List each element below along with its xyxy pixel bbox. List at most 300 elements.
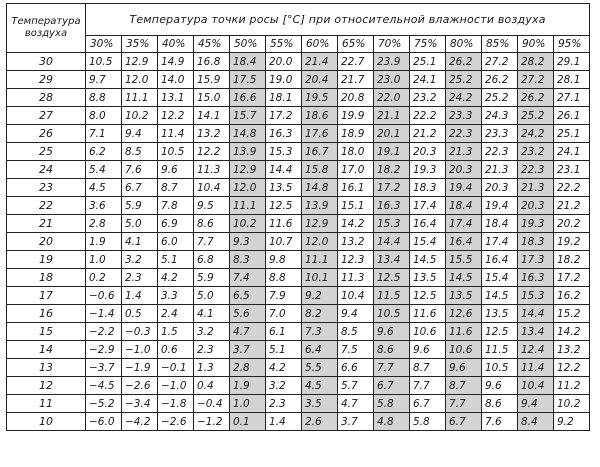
dew-point-cell: 13.2 [338, 233, 374, 251]
dew-point-cell: 17.5 [230, 71, 266, 89]
dew-point-header: Температура точки росы [°С] при относительной влажности воздуха [86, 4, 590, 36]
dew-point-cell: 10.4 [194, 179, 230, 197]
dew-point-cell: 5.1 [158, 251, 194, 269]
dew-point-cell: 9.7 [86, 71, 122, 89]
dew-point-cell: 16.7 [302, 143, 338, 161]
dew-point-table-container [6, 3, 590, 431]
dew-point-cell: 24.1 [554, 143, 590, 161]
dew-point-cell: −0.4 [194, 395, 230, 413]
dew-point-cell: 25.2 [482, 89, 518, 107]
dew-point-cell: 17.4 [410, 197, 446, 215]
dew-point-cell: 18.4 [446, 197, 482, 215]
air-temperature-cell: 30 [7, 53, 86, 71]
dew-point-cell: 17.6 [302, 125, 338, 143]
table-row [7, 161, 590, 179]
dew-point-cell: 19.3 [518, 215, 554, 233]
dew-point-cell: 15.8 [302, 161, 338, 179]
dew-point-cell: 20.3 [410, 143, 446, 161]
air-temperature-cell: 27 [7, 107, 86, 125]
dew-point-cell: −5.2 [86, 395, 122, 413]
dew-point-cell: 12.2 [158, 107, 194, 125]
humidity-level-header: 70% [374, 36, 410, 53]
dew-point-cell: 14.4 [266, 161, 302, 179]
dew-point-cell: 15.7 [230, 107, 266, 125]
air-temperature-cell: 26 [7, 125, 86, 143]
air-temperature-cell: 13 [7, 359, 86, 377]
dew-point-cell: 10.6 [446, 341, 482, 359]
dew-point-cell: 18.4 [230, 53, 266, 71]
dew-point-cell: 18.6 [302, 107, 338, 125]
dew-point-cell: 3.5 [302, 395, 338, 413]
dew-point-cell: 14.5 [410, 251, 446, 269]
dew-point-cell: 20.4 [302, 71, 338, 89]
dew-point-cell: 7.6 [482, 413, 518, 431]
dew-point-cell: 11.5 [374, 287, 410, 305]
humidity-level-header: 55% [266, 36, 302, 53]
dew-point-cell: 19.3 [410, 161, 446, 179]
dew-point-cell: 18.1 [266, 89, 302, 107]
dew-point-cell: 3.6 [86, 197, 122, 215]
dew-point-cell: 3.2 [266, 377, 302, 395]
dew-point-cell: 12.5 [266, 197, 302, 215]
dew-point-cell: 28.1 [554, 71, 590, 89]
dew-point-cell: 0.5 [122, 305, 158, 323]
dew-point-cell: 23.2 [518, 143, 554, 161]
dew-point-cell: 20.0 [266, 53, 302, 71]
dew-point-cell: 5.5 [302, 359, 338, 377]
dew-point-cell: 12.6 [446, 305, 482, 323]
dew-point-cell: 14.8 [230, 125, 266, 143]
dew-point-cell: 16.8 [194, 53, 230, 71]
dew-point-cell: 14.9 [158, 53, 194, 71]
dew-point-cell: 26.1 [554, 107, 590, 125]
dew-point-cell: 2.8 [86, 215, 122, 233]
humidity-level-header: 30% [86, 36, 122, 53]
humidity-level-header: 60% [302, 36, 338, 53]
dew-point-cell: 7.3 [302, 323, 338, 341]
dew-point-cell: 16.3 [518, 269, 554, 287]
dew-point-cell: 9.2 [554, 413, 590, 431]
dew-point-cell: 1.4 [266, 413, 302, 431]
table-row [7, 323, 590, 341]
air-temperature-cell: 28 [7, 89, 86, 107]
dew-point-cell: 7.8 [158, 197, 194, 215]
table-row [7, 305, 590, 323]
dew-point-cell: 12.3 [338, 251, 374, 269]
dew-point-cell: −4.2 [122, 413, 158, 431]
dew-point-cell: 14.5 [446, 269, 482, 287]
dew-point-cell: 13.4 [518, 323, 554, 341]
dew-point-cell: 22.7 [338, 53, 374, 71]
dew-point-cell: 4.7 [338, 395, 374, 413]
dew-point-cell: 9.6 [410, 341, 446, 359]
dew-point-cell: 16.6 [230, 89, 266, 107]
dew-point-cell: 9.4 [122, 125, 158, 143]
dew-point-cell: 16.4 [410, 215, 446, 233]
dew-point-cell: 9.4 [518, 395, 554, 413]
dew-point-cell: 9.6 [158, 161, 194, 179]
dew-point-cell: 3.7 [230, 341, 266, 359]
dew-point-cell: 18.3 [410, 179, 446, 197]
dew-point-cell: 14.8 [302, 179, 338, 197]
dew-point-cell: 20.2 [554, 215, 590, 233]
dew-point-cell: 5.8 [410, 413, 446, 431]
dew-point-cell: 1.0 [86, 251, 122, 269]
humidity-header-row [7, 36, 590, 53]
dew-point-cell: 22.3 [446, 125, 482, 143]
dew-point-cell: 2.3 [266, 395, 302, 413]
table-row [7, 395, 590, 413]
table-row [7, 107, 590, 125]
dew-point-cell: 11.3 [194, 161, 230, 179]
dew-point-cell: 22.0 [374, 89, 410, 107]
dew-point-cell: 16.4 [446, 233, 482, 251]
dew-point-cell: 2.3 [194, 341, 230, 359]
dew-point-cell: 13.5 [410, 269, 446, 287]
dew-point-cell: 24.2 [446, 89, 482, 107]
dew-point-cell: 14.0 [158, 71, 194, 89]
dew-point-cell: 22.3 [482, 143, 518, 161]
dew-point-cell: 21.2 [410, 125, 446, 143]
table-row [7, 251, 590, 269]
dew-point-cell: −3.4 [122, 395, 158, 413]
humidity-level-header: 50% [230, 36, 266, 53]
air-temperature-cell: 19 [7, 251, 86, 269]
dew-point-cell: 20.3 [446, 161, 482, 179]
dew-point-cell: 14.2 [338, 215, 374, 233]
dew-point-cell: 23.3 [482, 125, 518, 143]
dew-point-cell: 14.5 [482, 287, 518, 305]
dew-point-cell: 7.7 [194, 233, 230, 251]
dew-point-cell: 27.2 [482, 53, 518, 71]
dew-point-cell: 12.0 [302, 233, 338, 251]
dew-point-cell: 6.7 [410, 395, 446, 413]
dew-point-cell: −1.2 [194, 413, 230, 431]
dew-point-cell: 4.5 [302, 377, 338, 395]
dew-point-cell: 5.9 [194, 269, 230, 287]
dew-table-body [7, 53, 590, 431]
air-temperature-cell: 18 [7, 269, 86, 287]
dew-point-cell: 0.2 [86, 269, 122, 287]
dew-point-cell: 9.4 [338, 305, 374, 323]
dew-point-cell: 8.8 [266, 269, 302, 287]
dew-point-cell: 15.0 [194, 89, 230, 107]
dew-point-cell: 9.6 [482, 377, 518, 395]
dew-point-cell: 9.6 [446, 359, 482, 377]
dew-point-cell: 17.3 [518, 251, 554, 269]
dew-point-cell: 18.2 [374, 161, 410, 179]
dew-point-cell: 1.9 [86, 233, 122, 251]
dew-point-cell: 11.1 [302, 251, 338, 269]
dew-point-cell: 1.4 [122, 287, 158, 305]
table-row [7, 197, 590, 215]
humidity-level-header: 40% [158, 36, 194, 53]
dew-point-cell: 8.6 [194, 215, 230, 233]
air-temperature-cell: 24 [7, 161, 86, 179]
dew-point-cell: 7.7 [374, 359, 410, 377]
dew-point-cell: 8.4 [518, 413, 554, 431]
air-temperature-cell: 12 [7, 377, 86, 395]
dew-point-cell: 6.0 [158, 233, 194, 251]
dew-point-cell: 12.5 [410, 287, 446, 305]
dew-point-cell: 13.5 [446, 287, 482, 305]
dew-point-cell: 16.1 [338, 179, 374, 197]
dew-point-cell: 29.1 [554, 53, 590, 71]
dew-point-cell: 11.6 [410, 305, 446, 323]
table-row [7, 359, 590, 377]
dew-point-cell: 10.7 [266, 233, 302, 251]
dew-point-cell: 8.5 [338, 323, 374, 341]
dew-point-cell: 12.2 [194, 143, 230, 161]
dew-point-cell: 25.2 [518, 107, 554, 125]
dew-point-cell: 11.1 [122, 89, 158, 107]
table-row [7, 89, 590, 107]
dew-point-cell: 3.2 [194, 323, 230, 341]
dew-point-cell: 10.6 [410, 323, 446, 341]
dew-point-cell: 12.9 [302, 215, 338, 233]
dew-point-cell: 12.5 [482, 323, 518, 341]
dew-point-cell: 2.6 [302, 413, 338, 431]
dew-point-cell: 22.2 [410, 107, 446, 125]
dew-point-cell: 15.3 [266, 143, 302, 161]
dew-point-cell: 13.2 [554, 341, 590, 359]
dew-point-cell: 11.4 [158, 125, 194, 143]
dew-point-cell: 8.2 [302, 305, 338, 323]
dew-point-cell: −0.6 [86, 287, 122, 305]
dew-point-cell: 7.7 [446, 395, 482, 413]
air-temperature-cell: 10 [7, 413, 86, 431]
dew-point-cell: 5.4 [86, 161, 122, 179]
dew-point-cell: 13.9 [230, 143, 266, 161]
dew-point-cell: 22.3 [518, 161, 554, 179]
dew-point-cell: 5.0 [122, 215, 158, 233]
dew-point-cell: 16.4 [482, 251, 518, 269]
dew-point-cell: 22.2 [554, 179, 590, 197]
dew-point-cell: −6.0 [86, 413, 122, 431]
air-temperature-cell: 20 [7, 233, 86, 251]
dew-point-cell: 11.1 [230, 197, 266, 215]
dew-point-cell: 23.1 [554, 161, 590, 179]
dew-point-cell: 26.2 [446, 53, 482, 71]
dew-point-cell: 19.0 [266, 71, 302, 89]
dew-point-cell: 23.3 [446, 107, 482, 125]
dew-point-cell: 4.1 [122, 233, 158, 251]
dew-point-cell: 16.2 [554, 287, 590, 305]
dew-point-cell: 13.5 [482, 305, 518, 323]
dew-point-cell: −0.1 [158, 359, 194, 377]
dew-point-cell: −2.2 [86, 323, 122, 341]
dew-point-cell: 6.7 [446, 413, 482, 431]
dew-point-cell: 17.2 [374, 179, 410, 197]
dew-point-cell: 9.6 [374, 323, 410, 341]
dew-point-cell: 24.3 [482, 107, 518, 125]
dew-point-cell: 10.5 [86, 53, 122, 71]
dew-point-cell: 10.2 [554, 395, 590, 413]
dew-point-cell: −3.7 [86, 359, 122, 377]
dew-point-cell: 19.4 [446, 179, 482, 197]
dew-point-cell: 12.9 [122, 53, 158, 71]
dew-point-cell: 15.5 [446, 251, 482, 269]
dew-point-cell: 4.5 [86, 179, 122, 197]
air-temperature-cell: 25 [7, 143, 86, 161]
dew-point-cell: 19.4 [482, 197, 518, 215]
dew-point-cell: 2.4 [158, 305, 194, 323]
dew-point-cell: 15.3 [374, 215, 410, 233]
dew-point-cell: −2.6 [158, 413, 194, 431]
air-temperature-cell: 15 [7, 323, 86, 341]
dew-point-cell: 15.3 [518, 287, 554, 305]
air-temperature-cell: 17 [7, 287, 86, 305]
dew-point-cell: 18.9 [338, 125, 374, 143]
table-row [7, 413, 590, 431]
humidity-level-header: 65% [338, 36, 374, 53]
dew-point-cell: 12.5 [374, 269, 410, 287]
dew-point-cell: 15.1 [338, 197, 374, 215]
dew-point-cell: 10.4 [518, 377, 554, 395]
air-temperature-cell: 21 [7, 215, 86, 233]
table-row [7, 233, 590, 251]
dew-point-cell: 19.1 [374, 143, 410, 161]
dew-point-cell: 26.2 [482, 71, 518, 89]
dew-point-cell: 13.2 [194, 125, 230, 143]
dew-point-cell: 12.0 [230, 179, 266, 197]
dew-point-cell: 6.4 [302, 341, 338, 359]
dew-point-cell: 2.3 [122, 269, 158, 287]
dew-point-cell: 21.3 [446, 143, 482, 161]
dew-point-cell: 8.6 [374, 341, 410, 359]
air-temperature-cell: 23 [7, 179, 86, 197]
dew-point-cell: 25.2 [446, 71, 482, 89]
dew-point-cell: 14.4 [374, 233, 410, 251]
table-row [7, 143, 590, 161]
dew-point-cell: 8.6 [482, 395, 518, 413]
dew-point-cell: −4.5 [86, 377, 122, 395]
dew-point-cell: 14.1 [194, 107, 230, 125]
table-row [7, 215, 590, 233]
dew-point-cell: 7.7 [410, 377, 446, 395]
dew-point-cell: 12.2 [554, 359, 590, 377]
dew-point-cell: 7.9 [266, 287, 302, 305]
humidity-level-header: 80% [446, 36, 482, 53]
dew-point-cell: 19.5 [302, 89, 338, 107]
dew-point-cell: 17.2 [554, 269, 590, 287]
humidity-level-header: 90% [518, 36, 554, 53]
dew-point-cell: 6.9 [158, 215, 194, 233]
dew-point-cell: 5.6 [230, 305, 266, 323]
air-temperature-cell: 22 [7, 197, 86, 215]
dew-point-cell: 3.2 [122, 251, 158, 269]
dew-point-cell: 11.4 [518, 359, 554, 377]
dew-point-cell: 8.7 [410, 359, 446, 377]
table-row [7, 341, 590, 359]
dew-point-cell: 18.3 [518, 233, 554, 251]
dew-point-cell: 13.9 [302, 197, 338, 215]
dew-point-cell: 24.1 [410, 71, 446, 89]
dew-point-cell: 21.1 [374, 107, 410, 125]
dew-point-cell: 17.4 [446, 215, 482, 233]
dew-point-cell: −0.3 [122, 323, 158, 341]
dew-point-cell: 4.8 [374, 413, 410, 431]
dew-point-cell: 6.8 [194, 251, 230, 269]
dew-point-cell: 12.4 [518, 341, 554, 359]
dew-point-cell: −1.0 [122, 341, 158, 359]
dew-point-cell: 15.9 [194, 71, 230, 89]
dew-point-cell: 10.1 [302, 269, 338, 287]
dew-point-cell: 11.3 [338, 269, 374, 287]
dew-point-cell: 9.3 [230, 233, 266, 251]
dew-point-cell: 23.0 [374, 71, 410, 89]
air-temperature-header: Температура воздуха [7, 4, 86, 53]
dew-point-cell: 6.7 [374, 377, 410, 395]
table-row [7, 125, 590, 143]
dew-point-cell: 0.1 [230, 413, 266, 431]
dew-point-cell: 20.1 [374, 125, 410, 143]
dew-point-cell: 8.7 [158, 179, 194, 197]
dew-point-cell: 23.2 [410, 89, 446, 107]
dew-point-cell: 20.3 [518, 197, 554, 215]
dew-point-cell: 9.8 [266, 251, 302, 269]
dew-point-cell: 5.1 [266, 341, 302, 359]
dew-point-cell: 8.7 [446, 377, 482, 395]
dew-point-cell: 4.7 [230, 323, 266, 341]
dew-point-cell: 18.2 [554, 251, 590, 269]
dew-point-cell: 7.6 [122, 161, 158, 179]
dew-point-cell: 0.4 [194, 377, 230, 395]
dew-point-cell: 26.2 [518, 89, 554, 107]
dew-point-cell: 13.1 [158, 89, 194, 107]
dew-point-cell: 25.1 [410, 53, 446, 71]
dew-point-cell: 27.1 [554, 89, 590, 107]
air-temperature-cell: 29 [7, 71, 86, 89]
dew-point-cell: 1.0 [230, 395, 266, 413]
dew-point-cell: 8.5 [122, 143, 158, 161]
dew-point-cell: 27.2 [518, 71, 554, 89]
dew-point-cell: 24.2 [518, 125, 554, 143]
dew-point-cell: 11.5 [482, 341, 518, 359]
dew-point-cell: 0.6 [158, 341, 194, 359]
table-row [7, 269, 590, 287]
table-row [7, 179, 590, 197]
dew-point-cell: 17.2 [266, 107, 302, 125]
dew-point-cell: 21.4 [302, 53, 338, 71]
table-row [7, 377, 590, 395]
humidity-level-header: 85% [482, 36, 518, 53]
dew-point-cell: 6.2 [86, 143, 122, 161]
dew-point-cell: 25.1 [554, 125, 590, 143]
dew-point-cell: 10.5 [374, 305, 410, 323]
dew-point-cell: 19.9 [338, 107, 374, 125]
air-temperature-cell: 11 [7, 395, 86, 413]
dew-point-cell: 11.6 [266, 215, 302, 233]
dew-point-cell: 9.5 [194, 197, 230, 215]
dew-point-cell: 18.4 [482, 215, 518, 233]
dew-point-cell: 12.9 [230, 161, 266, 179]
table-row [7, 71, 590, 89]
dew-point-cell: 4.2 [158, 269, 194, 287]
air-temperature-cell: 16 [7, 305, 86, 323]
dew-point-cell: 16.3 [374, 197, 410, 215]
dew-point-cell: 28.2 [518, 53, 554, 71]
dew-point-cell: 3.7 [338, 413, 374, 431]
dew-point-cell: 10.5 [482, 359, 518, 377]
dew-point-cell: −1.8 [158, 395, 194, 413]
dew-point-cell: 20.3 [482, 179, 518, 197]
table-row [7, 53, 590, 71]
dew-point-cell: 1.3 [194, 359, 230, 377]
dew-point-cell: 15.4 [410, 233, 446, 251]
dew-point-cell: 17.4 [482, 233, 518, 251]
dew-point-cell: 11.6 [446, 323, 482, 341]
